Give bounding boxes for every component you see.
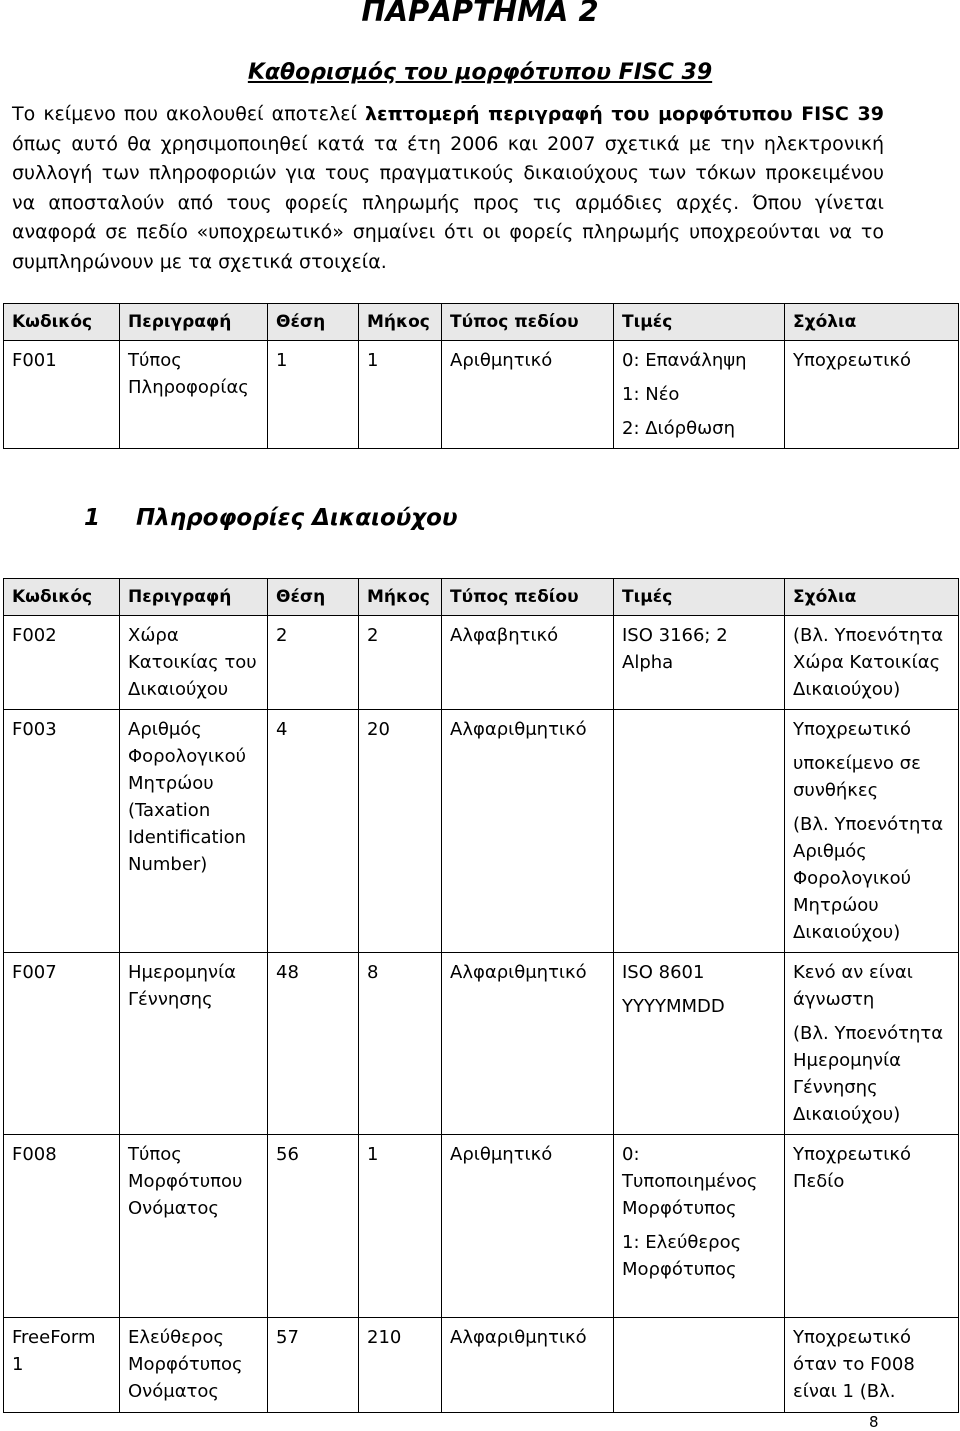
record-type-table — [3, 303, 959, 449]
col-header-values: Τιμές — [614, 579, 785, 616]
cell-position: 1 — [268, 341, 359, 449]
value-line: 0: Επανάληψη — [622, 350, 747, 371]
cell-description: Ημερομηνία Γέννησης — [120, 953, 268, 1135]
cell-position: 4 — [268, 710, 359, 953]
table-row — [4, 1318, 959, 1413]
cell-comments — [785, 953, 959, 1135]
cell-description: Τύπος Πληροφορίας — [120, 341, 268, 449]
cell-values — [614, 616, 785, 710]
cell-code: F002 — [4, 616, 120, 710]
document-subtitle: Καθορισμός του μορφότυπου FISC 39 — [247, 60, 713, 85]
col-header-field-type: Τύπος πεδίου — [442, 579, 614, 616]
comment-line: Υποχρεωτικό Πεδίο — [793, 1144, 912, 1192]
col-header-comments: Σχόλια — [785, 304, 959, 341]
cell-values — [614, 341, 785, 449]
cell-position: 2 — [268, 616, 359, 710]
cell-code: F007 — [4, 953, 120, 1135]
col-header-length: Μήκος — [359, 304, 442, 341]
cell-comments: Υποχρεωτικό — [785, 341, 959, 449]
table-row — [4, 341, 959, 449]
table-header-row — [4, 579, 959, 616]
intro-text-start: Το κείμενο που ακολουθεί αποτελεί — [12, 103, 366, 125]
cell-field-type: Αλφαριθμητικό — [442, 710, 614, 953]
cell-comments — [785, 1318, 959, 1413]
cell-description: Τύπος Μορφότυπου Ονόματος — [120, 1135, 268, 1318]
col-header-description: Περιγραφή — [120, 304, 268, 341]
table-row — [4, 616, 959, 710]
cell-length: 2 — [359, 616, 442, 710]
col-header-code: Κωδικός — [4, 579, 120, 616]
cell-code: F008 — [4, 1135, 120, 1318]
comment-line: (Βλ. Υποενότητα Αριθμός Φορολογικού Μητρώου Δικαιούχου) — [793, 814, 944, 943]
intro-bold-text: λεπτομερή περιγραφή του μορφότυπου FISC 39 — [365, 103, 884, 125]
beneficiary-info-table — [3, 578, 959, 1413]
table-row — [4, 1135, 959, 1318]
table-row — [4, 710, 959, 953]
col-header-position: Θέση — [268, 304, 359, 341]
cell-position: 56 — [268, 1135, 359, 1318]
value-line: 1: Ελεύθερος Μορφότυπος — [622, 1232, 742, 1280]
cell-length: 1 — [359, 341, 442, 449]
cell-description: Ελεύθερος Μορφότυπος Ονόματος — [120, 1318, 268, 1413]
col-header-position: Θέση — [268, 579, 359, 616]
cell-position: 48 — [268, 953, 359, 1135]
cell-field-type: Αλφαριθμητικό — [442, 953, 614, 1135]
comment-line: (Βλ. Υποενότητα Χώρα Κατοικίας Δικαιούχου) — [793, 625, 944, 700]
comment-line: Υποχρεωτικό όταν το F008 είναι 1 (Βλ. — [793, 1327, 915, 1402]
col-header-description: Περιγραφή — [120, 579, 268, 616]
intro-text-end: όπως αυτό θα χρησιμοποιηθεί κατά τα έτη 2006 και 2007 σχετικά με την ηλεκτρονική συλλογή των πληροφοριών για τους πραγματικούς δικαιούχους των τόκων προκειμένου να αποσταλούν από τους φορείς πληρωμής προς τις αρμόδιες αρχές. Όπου γίνεται αναφορά σε πεδίο «υποχρεωτικό» σημαίνει ότι οι φορείς πληρωμής υποχρεούνται να το συμπληρώνουν με τα σχετικά στοιχεία. — [12, 132, 884, 273]
col-header-values: Τιμές — [614, 304, 785, 341]
col-header-field-type: Τύπος πεδίου — [442, 304, 614, 341]
cell-values — [614, 953, 785, 1135]
section-title: Πληροφορίες Δικαιούχου — [136, 505, 458, 531]
col-header-length: Μήκος — [359, 579, 442, 616]
cell-field-type: Αλφαβητικό — [442, 616, 614, 710]
value-line: 0: Τυποποιημένος Μορφότυπος — [622, 1144, 758, 1219]
cell-comments — [785, 616, 959, 710]
table-header-row — [4, 304, 959, 341]
cell-values — [614, 1318, 785, 1413]
col-header-code: Κωδικός — [4, 304, 120, 341]
cell-position: 57 — [268, 1318, 359, 1413]
value-line: ISO 8601 — [622, 962, 705, 983]
cell-length: 8 — [359, 953, 442, 1135]
cell-description: Αριθμός Φορολογικού Μητρώου (Taxation Identification Number) — [120, 710, 268, 953]
cell-field-type: Αριθμητικό — [442, 341, 614, 449]
cell-comments — [785, 710, 959, 953]
comment-line: (Βλ. Υποενότητα Ημερομηνία Γέννησης Δικαιούχου) — [793, 1023, 944, 1125]
cell-code: F003 — [4, 710, 120, 953]
cell-field-type: Αριθμητικό — [442, 1135, 614, 1318]
value-line: ISO 3166; 2 Alpha — [622, 625, 728, 673]
comment-line: Υποχρεωτικό — [793, 719, 912, 740]
comment-line: υποκείμενο σε συνθήκες — [793, 753, 921, 801]
section-number: 1 — [84, 505, 101, 531]
table-row — [4, 953, 959, 1135]
cell-length: 210 — [359, 1318, 442, 1413]
page-title: ΠΑΡΑΡΤΗΜΑ 2 — [361, 0, 599, 28]
cell-code: FreeForm 1 — [4, 1318, 120, 1413]
cell-values — [614, 1135, 785, 1318]
col-header-comments: Σχόλια — [785, 579, 959, 616]
cell-length: 1 — [359, 1135, 442, 1318]
cell-code: F001 — [4, 341, 120, 449]
cell-values — [614, 710, 785, 953]
value-line: YYYYMMDD — [622, 996, 725, 1017]
value-line: 1: Νέο — [622, 384, 680, 405]
cell-length: 20 — [359, 710, 442, 953]
intro-paragraph — [12, 100, 884, 277]
cell-description: Χώρα Κατοικίας του Δικαιούχου — [120, 616, 268, 710]
page-number: 8 — [869, 1413, 879, 1431]
cell-field-type: Αλφαριθμητικό — [442, 1318, 614, 1413]
cell-comments — [785, 1135, 959, 1318]
section-heading — [84, 505, 457, 531]
value-line: 2: Διόρθωση — [622, 418, 735, 439]
comment-line: Κενό αν είναι άγνωστη — [793, 962, 913, 1010]
